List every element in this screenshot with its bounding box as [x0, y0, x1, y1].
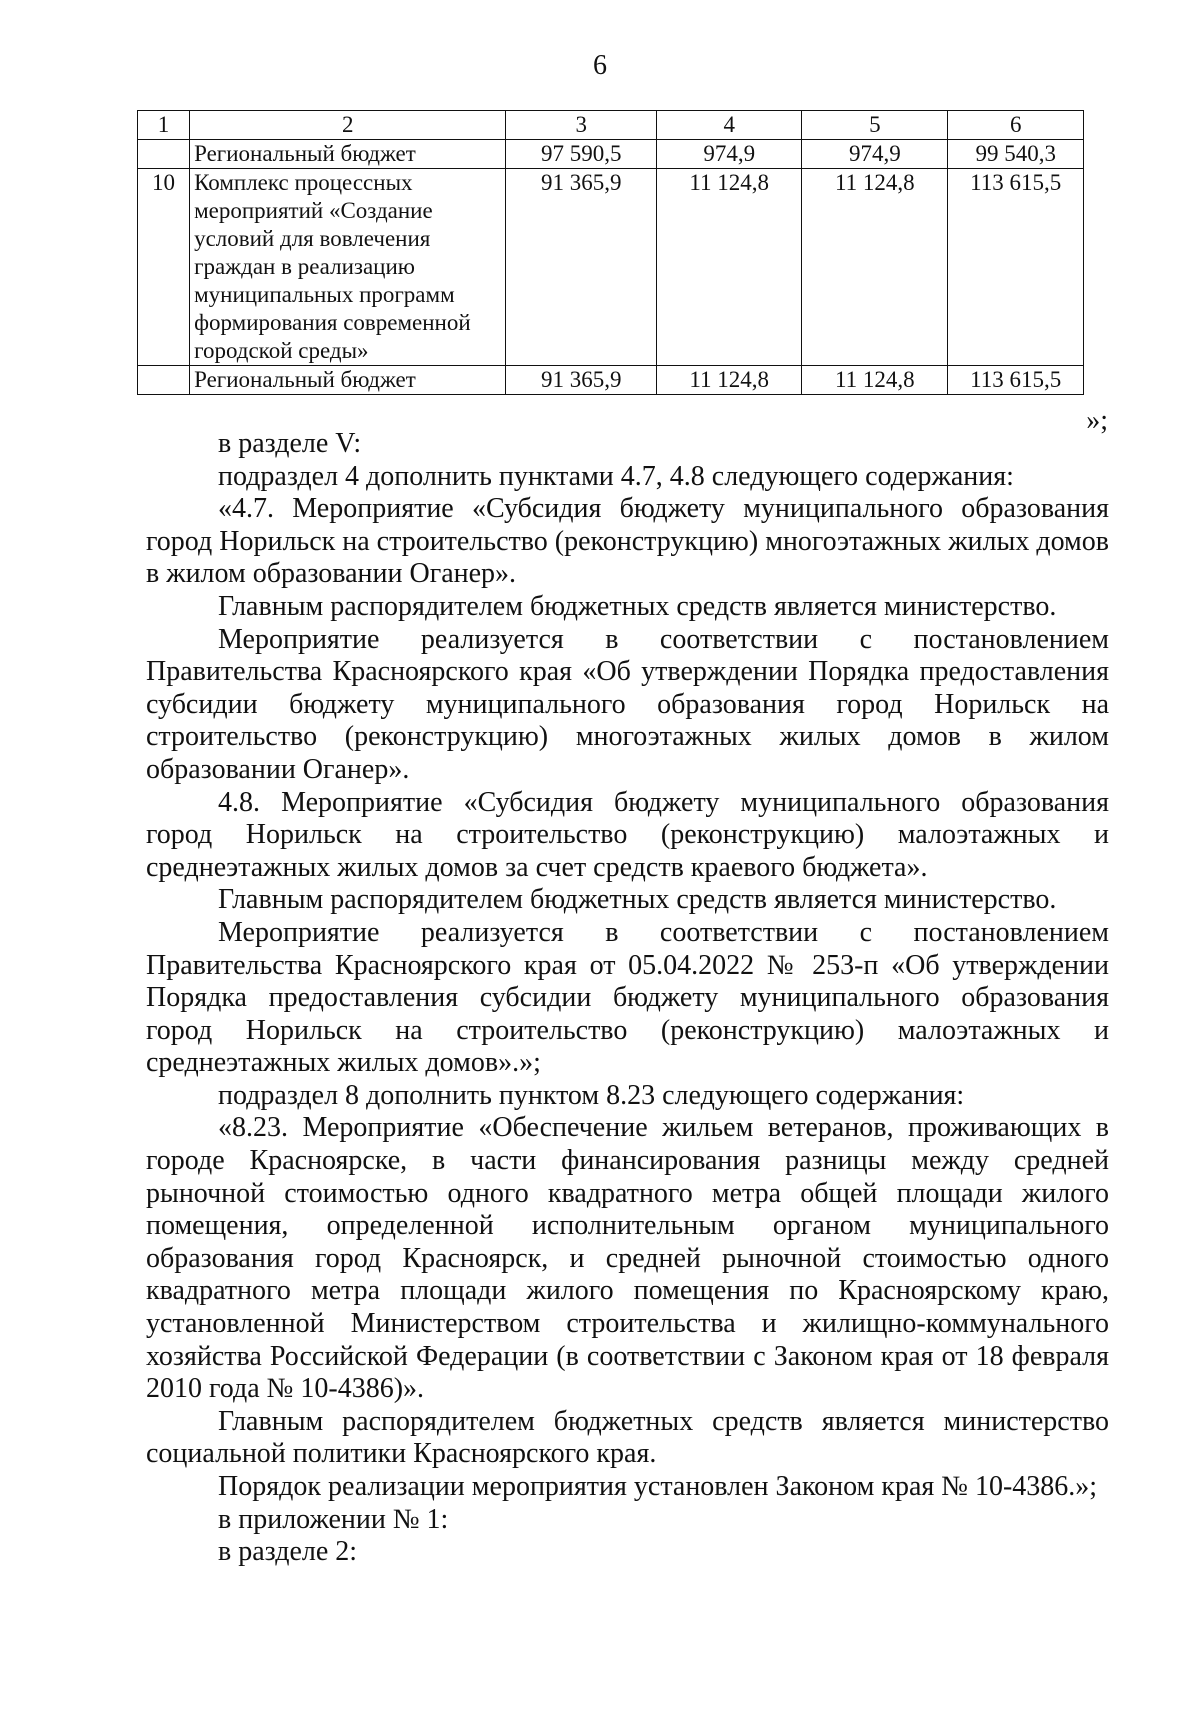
- document-body: [146, 428, 1109, 1569]
- table-cell: 974,9: [802, 140, 948, 169]
- paragraph: Главным распорядителем бюджетных средств является министерство.: [218, 590, 1057, 622]
- page-number: 6: [593, 50, 607, 81]
- paragraph: Порядок реализации мероприятия установлен Законом края № 10-4386.»;: [218, 1471, 1098, 1502]
- row-number: [138, 140, 190, 169]
- table-cell: 974,9: [657, 140, 802, 169]
- table-row: [138, 140, 1084, 169]
- table-cell: 11 124,8: [802, 169, 948, 366]
- table-row: [138, 169, 1084, 366]
- table-cell: 113 615,5: [948, 366, 1084, 395]
- row-name: Комплекс процессных мероприятий «Создание условий для вовлечения граждан в реализацию муниципальных программ формирования современной городской среды»: [190, 169, 506, 366]
- paragraph: 4.8. Мероприятие «Субсидия бюджету муниципального образования город Норильск на строительство (реконструкцию) малоэтажных и среднеэтажных жилых домов за счет средств краевого бюджета».: [146, 786, 1109, 883]
- table-header-row: [138, 111, 1084, 140]
- header-cell: 2: [190, 111, 506, 140]
- budget-table: [137, 110, 1084, 395]
- table-cell: 11 124,8: [657, 169, 802, 366]
- paragraph: подраздел 8 дополнить пунктом 8.23 следующего содержания:: [218, 1079, 965, 1111]
- paragraph: Главным распорядителем бюджетных средств является министерство социальной политики Красноярского края.: [146, 1405, 1109, 1470]
- row-name: Региональный бюджет: [190, 140, 506, 169]
- table-row: [138, 366, 1084, 395]
- paragraph: в приложении № 1:: [218, 1503, 449, 1535]
- table-cell: 91 365,9: [506, 366, 657, 395]
- header-cell: 4: [657, 111, 802, 140]
- paragraph: Мероприятие реализуется в соответствии с постановлением Правительства Красноярского края «Об утверждении Порядка предоставления субсидии бюджету муниципального образования город Норильск на строительство (реконструкцию) многоэтажных жилых домов в жилом образовании Оганер».: [146, 623, 1109, 785]
- table-cell: 113 615,5: [948, 169, 1084, 366]
- header-cell: 5: [802, 111, 948, 140]
- table-cell: 99 540,3: [948, 140, 1084, 169]
- table-cell: 11 124,8: [802, 366, 948, 395]
- table-cell: 91 365,9: [506, 169, 657, 366]
- paragraph: Главным распорядителем бюджетных средств является министерство.: [218, 884, 1057, 916]
- header-cell: 3: [506, 111, 657, 140]
- row-number: [138, 366, 190, 395]
- paragraph: «8.23. Мероприятие «Обеспечение жильем ветеранов, проживающих в городе Красноярске, в части финансирования разницы между средней рыночной стоимостью одного квадратного метра общей площади жилого помещения, определенной исполнительным органом муниципального образования город Красноярск, и средней рыночной стоимостью одного квадратного метра площади жилого помещения по Красноярскому краю, установленной Министерством строительства и жилищно-коммунального хозяйства Российской Федерации (в соответствии с Законом края от 18 февраля 2010 года № 10-4386)».: [146, 1112, 1109, 1405]
- row-name: Региональный бюджет: [190, 366, 506, 395]
- header-cell: 6: [948, 111, 1084, 140]
- paragraph: Мероприятие реализуется в соответствии с постановлением Правительства Красноярского края от 05.04.2022 № 253-п «Об утверждении Порядка предоставления субсидии бюджету муниципального образования город Норильск на строительство (реконструкцию) малоэтажных и среднеэтажных жилых домов».»;: [146, 916, 1109, 1079]
- table-cell: 11 124,8: [657, 366, 802, 395]
- paragraph: в разделе 2:: [218, 1536, 358, 1568]
- paragraph: «4.7. Мероприятие «Субсидия бюджету муниципального образования город Норильск на строительство (реконструкцию) многоэтажных жилых домов в жилом образовании Оганер».: [146, 493, 1109, 590]
- header-cell: 1: [138, 111, 190, 140]
- paragraph: в разделе V:: [218, 428, 362, 459]
- paragraph: подраздел 4 дополнить пунктами 4.7, 4.8 следующего содержания:: [218, 460, 1014, 492]
- row-number: 10: [138, 169, 190, 366]
- table-cell: 97 590,5: [506, 140, 657, 169]
- table-closing-quote: »;: [1086, 405, 1108, 436]
